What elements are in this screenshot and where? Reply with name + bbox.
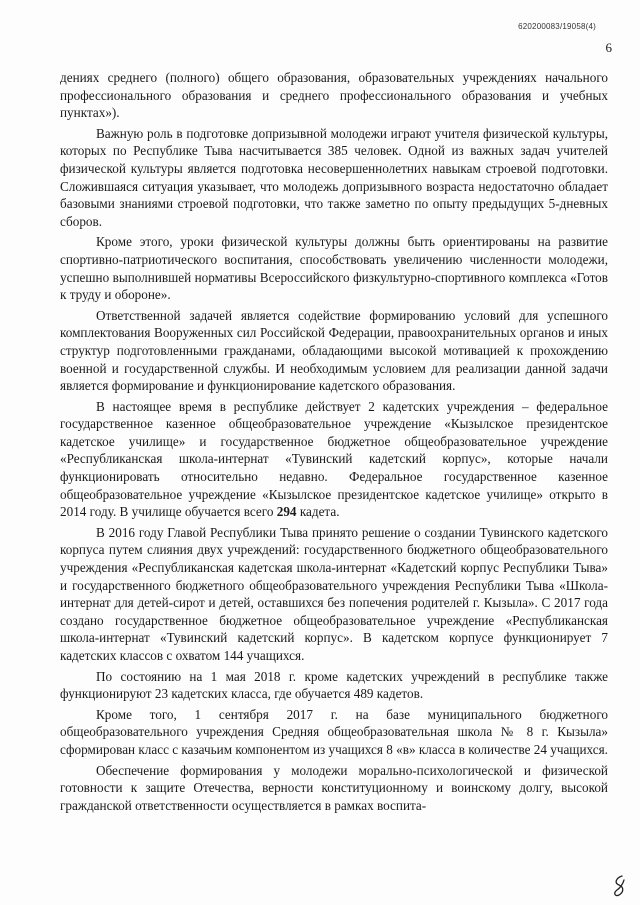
paragraph-text: В настоящее время в республике действует 2 кадетских учреждения – федеральное государственное казенное общеобразовательное учреждение «Кызылское президентское кадетское училище» и государственное бюджетное общеобразовательное учреждение «Республиканская школа-интернат «Тувинский кадетский корпус», которые начали функционировать относительно недавно. Федеральное государственное казенное общеобразовательное учреждение «Кызылское президентское кадетское училище» открыто в 2014 году. В училище обучается всего [60, 398, 608, 520]
paragraph-text: В 2016 году Главой Республики Тыва принято решение о создании Тувинского кадетского корпуса путем слияния двух учреждений: государственного бюджетного общеобразовательного учреждения «Республиканская кадетская школа-интернат «Кадетский корпус Республики Тыва» и государственного бюджетного общеобразовательного учреждения Республики Тыва «Школа-интернат для детей-сирот и детей, оставшихся без попечения родителей г. Кызыла». С 2017 года создано государственное бюджетное общеобразовательное учреждение «Республиканская школа-интернат «Тувинский кадетский корпус». В кадетском корпусе функционирует 7 кадетских классов с охватом 144 учащихся. [60, 524, 608, 663]
document-id: 620200083/19058(4) [518, 22, 596, 31]
paragraph-text: Кроме этого, уроки физической культуры должны быть ориентированы на развитие спортивно-патриотического воспитания, способствовать увеличению численности молодежи, успешно выполнившей нормативы Всероссийского физкультурно-спортивного комплекса «Готов к труду и обороне». [60, 234, 608, 303]
paragraph-text: дениях среднего (полного) общего образования, образовательных учреждениях начального профессионального образования и среднего профессионального образования и учебных пунктах»). [60, 70, 608, 121]
paragraph-text: Кроме того, 1 сентября 2017 г. на базе муниципального бюджетного общеобразовательного учреждения Средняя общеобразовательная школа № 8 г. Кызыла» сформирован класс с казачьим компонентом из учащихся 8 «в» класса в количестве 24 учащихся. [60, 706, 608, 757]
paragraph-text: Обеспечение формирования у молодежи морально-психологической и физической готовности к защите Отечества, верности конституционному и воинскому долгу, высокой гражданской ответственности осуществляется в рамках воспита- [60, 762, 608, 813]
paragraph-text: Важную роль в подготовке допризывной молодежи играют учителя физической культуры, которых по Республике Тыва насчитывается 385 человек. Одной из важных задач учителей физической культуры является подготовка несовершеннолетних навыкам строевой подготовки. Сложившаяся ситуация указывает, что молодежь допризывного возраста недостаточно обладает базовыми знаниями строевой подготовки, что также заметно по опыту предыдущих 5-дневных сборов. [60, 125, 608, 229]
handwritten-initial-signature [610, 874, 630, 898]
paragraph-continuation [60, 69, 608, 122]
paragraph-tuva-cadet-corps [60, 524, 608, 665]
paragraph-moral-readiness [60, 762, 608, 815]
paragraph-cadet-institutions [60, 398, 608, 521]
paragraph-armed-forces [60, 307, 608, 395]
page-number: 6 [605, 40, 612, 55]
paragraph-text: По состоянию на 1 мая 2018 г. кроме кадетских учреждений в республике также функционируют 23 кадетских класса, где обучается 489 кадетов. [60, 668, 608, 702]
paragraph-physical-education-teachers [60, 125, 608, 231]
paragraph-sports-patriotic [60, 233, 608, 303]
document-body [60, 69, 608, 814]
paragraph-text: Ответственной задачей является содействие формированию условий для успешного комплектования Вооруженных сил Российской Федерации, правоохранительных органов и иных структур подготовленными гражданами, обладающими высокой мотивацией к прохождению военной и государственной службы. И необходимым условием для реализации данной задачи является формирование и функционирование кадетского образования. [60, 307, 608, 394]
paragraph-text-tail: кадета. [296, 504, 340, 520]
paragraph-cadet-classes [60, 668, 608, 703]
cadet-count-bold: 294 [276, 504, 297, 520]
paragraph-cossack-class [60, 706, 608, 759]
